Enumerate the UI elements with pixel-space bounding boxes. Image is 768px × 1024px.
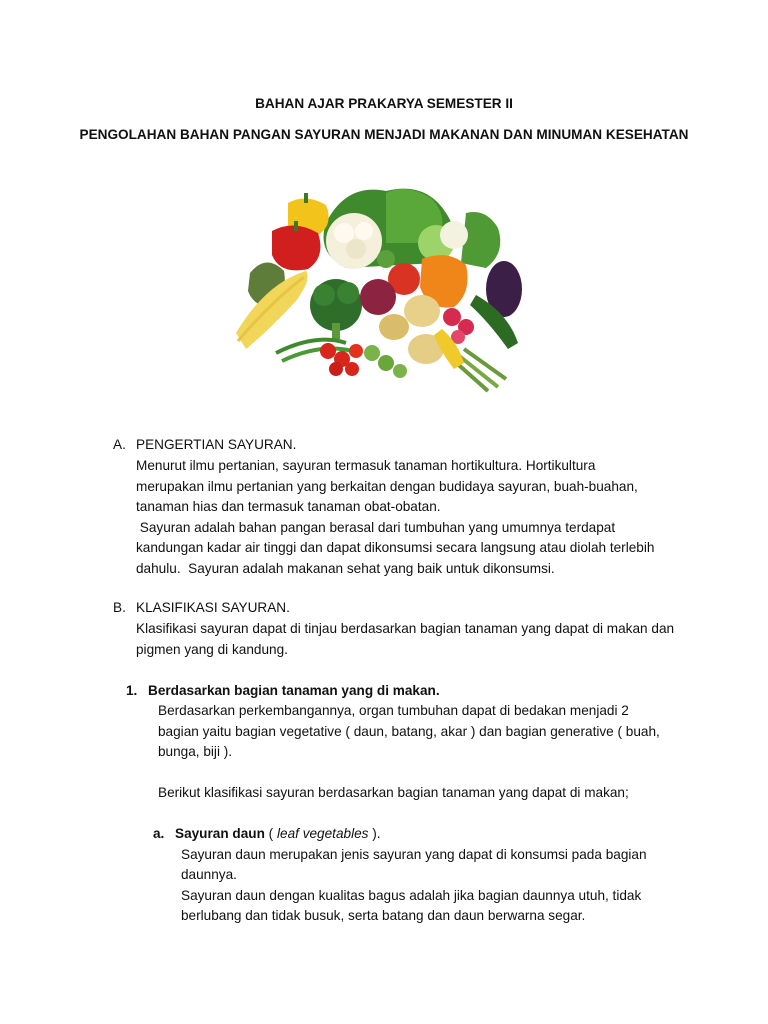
section-a-marker: A. — [113, 437, 126, 452]
section-b-line-2: pigmen yang di kandung. — [136, 642, 288, 657]
item-a-line-4: berlubang dan tidak busuk, serta batang dan daun berwarna segar. — [181, 908, 586, 923]
item-1-marker: 1. — [126, 683, 138, 698]
document-title: BAHAN AJAR PRAKARYA SEMESTER II — [255, 96, 513, 111]
section-a-line-1: Menurut ilmu pertanian, sayuran termasuk tanaman hortikultura. Hortikultura — [136, 458, 596, 473]
item-a-heading-open: ( — [264, 826, 277, 841]
section-a-line-4: Sayuran adalah bahan pangan berasal dari tumbuhan yang umumnya terdapat — [136, 520, 616, 535]
section-a-line-3: tanaman hias dan termasuk tanaman obat-obatan. — [136, 499, 441, 514]
section-b-line-1: Klasifikasi sayuran dapat di tinjau berdasarkan bagian tanaman yang dapat di makan dan — [136, 621, 675, 636]
item-1-heading: Berdasarkan bagian tanaman yang di makan. — [148, 683, 440, 698]
section-a-line-5: kandungan kadar air tinggi dan dapat dikonsumsi secara langsung atau diolah terlebih — [136, 540, 655, 555]
item-a-line-1: Sayuran daun merupakan jenis sayuran yang dapat di konsumsi pada bagian — [181, 847, 647, 862]
item-a-line-2: daunnya. — [181, 867, 237, 882]
section-b-marker: B. — [113, 600, 126, 615]
item-a-heading — [175, 823, 381, 844]
item-1-line-3: bunga, biji ). — [158, 744, 233, 759]
item-a-marker: a. — [153, 826, 165, 841]
section-a-line-2: merupakan ilmu pertanian yang berkaitan dengan budidaya sayuran, buah-buahan, — [136, 479, 638, 494]
item-a-heading-bold: Sayuran daun — [175, 826, 265, 841]
item-a-heading-close: ). — [368, 826, 381, 841]
document-subtitle: PENGOLAHAN BAHAN PANGAN SAYURAN MENJADI MAKANAN DAN MINUMAN KESEHATAN — [79, 127, 689, 142]
section-a-line-6: dahulu. Sayuran adalah makanan sehat yang baik untuk dikonsumsi. — [136, 561, 555, 576]
item-1-line-2: bagian yaitu bagian vegetative ( daun, batang, akar ) dan bagian generative ( buah, — [158, 724, 660, 739]
item-a-line-3: Sayuran daun dengan kualitas bagus adalah jika bagian daunnya utuh, tidak — [181, 888, 642, 903]
section-b-heading: KLASIFIKASI SAYURAN. — [136, 600, 290, 615]
section-a-heading: PENGERTIAN SAYURAN. — [136, 437, 297, 452]
item-1-intro: Berikut klasifikasi sayuran berdasarkan bagian tanaman yang dapat di makan; — [158, 785, 629, 800]
vegetables-image — [236, 183, 536, 398]
item-a-heading-italic: leaf vegetables — [277, 826, 369, 841]
item-1-line-1: Berdasarkan perkembangannya, organ tumbuhan dapat di bedakan menjadi 2 — [158, 703, 629, 718]
